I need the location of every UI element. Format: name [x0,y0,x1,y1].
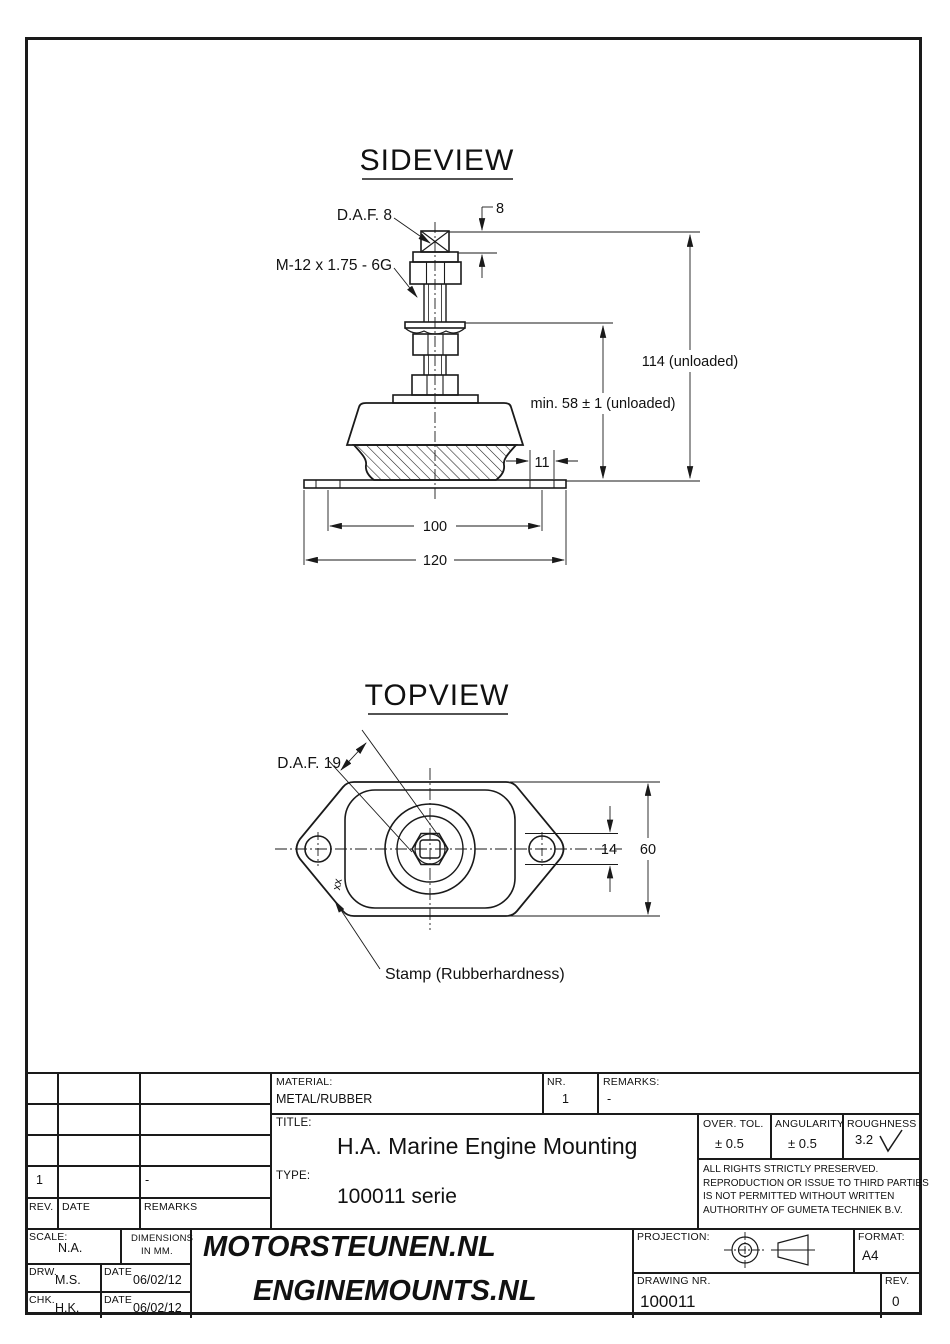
rev-row-number: 1 [36,1173,43,1187]
remarks-col-header: REMARKS [144,1201,198,1213]
dim-114-label: 114 (unloaded) [641,354,739,370]
drw-label: DRW. [29,1266,58,1278]
dim-120-label: 120 [422,553,448,569]
titleblock-line [25,1072,922,1074]
nr-label: NR. [547,1076,566,1088]
revtable-line [25,1103,270,1105]
rights-notice [703,1163,929,1217]
dimensions-note-2: IN MM. [141,1246,173,1257]
scale-label: SCALE: [29,1231,68,1243]
daf8-label: D.A.F. 8 [336,207,392,224]
brand-line-1: MOTORSTEUNEN.NL [203,1231,496,1263]
dim-100-label: 100 [422,519,448,535]
material-value: METAL/RUBBER [276,1092,373,1106]
topview-drawing [275,679,660,983]
rights-line: IS NOT PERMITTED WITHOUT WRITTEN [703,1191,895,1202]
brand-line-2: ENGINEMOUNTS.NL [253,1275,537,1307]
rev-col-header: REV. [29,1201,54,1213]
rev-value: 0 [892,1294,900,1309]
revtable-line [25,1197,270,1199]
titleblock-line [100,1263,102,1318]
dim-58-label: min. 58 ± 1 (unloaded) [530,396,676,412]
titleblock-line [697,1158,922,1160]
type-value: 100011 serie [337,1185,457,1208]
dim-11-label: 11 [534,455,550,471]
over-tol-label: OVER. TOL. [703,1118,764,1130]
nr-value: 1 [562,1092,569,1106]
sideview-drawing [276,144,739,569]
topview-title: TOPVIEW [364,679,510,712]
over-tol-value: ± 0.5 [715,1136,744,1151]
drw-value: M.S. [55,1273,81,1287]
titleblock-line [25,1291,190,1293]
angularity-label: ANGULARITY [775,1118,845,1130]
projection-symbol-icon [700,1232,850,1270]
chk-label: CHK. [29,1294,55,1306]
daf19-label: D.A.F. 19 [277,755,341,772]
dim-14-label: 14 [600,842,618,858]
titleblock-line [25,1228,922,1230]
revtable-line [25,1165,270,1167]
chk-date-value: 06/02/12 [133,1301,182,1315]
sideview-title: SIDEVIEW [359,144,515,177]
drw-date-value: 06/02/12 [133,1273,182,1287]
rights-line: ALL RIGHTS STRICTLY PRESERVED. [703,1164,879,1175]
remarks-label: REMARKS: [603,1076,660,1088]
drawing-area [25,37,925,1072]
stamp-mark: xx [331,877,345,892]
rev-row-remarks: - [145,1173,150,1187]
dim-8-label: 8 [496,201,505,217]
format-value: A4 [862,1248,879,1263]
titleblock-line [270,1072,272,1228]
titleblock-line [880,1272,882,1318]
chk-date-label: DATE [104,1294,133,1306]
thread-label: M-12 x 1.75 - 6G [275,257,392,274]
stamp-label: Stamp (Rubberhardness) [385,966,565,983]
drawing-nr-label: DRAWING NR. [637,1275,711,1287]
scale-value: N.A. [58,1241,83,1255]
titleblock-line [697,1113,699,1228]
rev-label: REV. [885,1275,910,1287]
drawing-nr-value: 100011 [640,1292,696,1311]
revtable-line [139,1072,141,1228]
projection-label: PROJECTION: [637,1231,710,1243]
titleblock-line [853,1228,855,1272]
titleblock-line [632,1272,922,1274]
type-label: TYPE: [276,1170,311,1182]
titleblock-line [632,1228,634,1318]
dim-60-label: 60 [639,842,657,858]
rights-line: AUTHORITHY OF GUMETA TECHNIEK B.V. [703,1204,903,1216]
dimensions-note-1: DIMENSIONS [131,1233,194,1244]
revtable-line [25,1134,270,1136]
date-col-header: DATE [62,1201,91,1213]
angularity-value: ± 0.5 [788,1136,817,1151]
drw-date-label: DATE [104,1266,133,1278]
titleblock-line [270,1113,922,1115]
drawing-title: H.A. Marine Engine Mounting [337,1133,638,1159]
roughness-symbol-icon [878,1128,912,1154]
chk-value: H.K. [55,1301,80,1315]
roughness-label: ROUGHNESS [847,1118,917,1130]
titleblock-line [597,1072,599,1113]
revtable-line [57,1072,59,1228]
titleblock-line [25,1263,190,1265]
titleblock-line [120,1228,122,1263]
material-label: MATERIAL: [276,1076,333,1088]
title-label: TITLE: [276,1117,312,1129]
roughness-value: 3.2 [855,1132,874,1147]
remarks-value: - [607,1092,612,1106]
titleblock-line [542,1072,544,1113]
format-label: FORMAT: [858,1231,905,1243]
rights-line: REPRODUCTION OR ISSUE TO THIRD PARTIES [703,1177,929,1189]
titleblock-line [770,1113,772,1158]
